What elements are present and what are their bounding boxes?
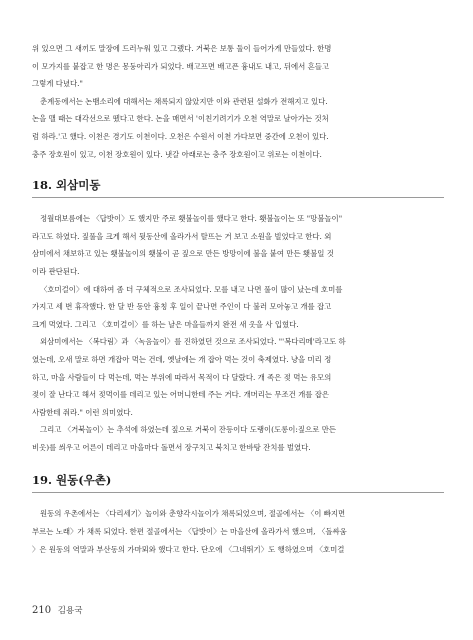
- text-line: 외삼미에서는 〈복다림〉과 〈녹음놀이〉를 진하였던 것으로 조사되었다. "'복다리메'라고도 하: [40, 337, 346, 347]
- text-line: 〈호미걸이〉에 대하여 좀 더 구체적으로 조사되었다. 모를 내고 나면 풀이 많이 났는데 호미를: [40, 284, 343, 294]
- text-line: 그리고 〈거북놀이〉는 추석에 하였는데 짚으로 거북이 잔등이다 도랭이(도롱이:짚으로 만든: [40, 425, 336, 435]
- author-name: 김용국: [57, 606, 83, 616]
- text-line: 위 있으면 그 새끼도 말장에 드러누워 있고 그랬다. 거북은 보통 둘이 들어가게 만들었다. 한명: [32, 44, 332, 53]
- text-line: 논을 맬 때는 대각선으로 뗐다고 한다. 논을 매면서 '이친기려기가 오천 역말로 날아가는 것처: [32, 114, 329, 124]
- paragraph-torch-game: [32, 210, 444, 280]
- page-number: 210: [32, 605, 52, 616]
- text-line: 비옷)를 씌우고 어른이 데리고 마을마다 돌면서 장구치고 북치고 한바탕 잔치를 벌였다.: [32, 442, 311, 452]
- text-line: 사람한테 줘라." 이런 의미였다.: [32, 407, 133, 417]
- text-line: 정월대보름에는 〈답밧이〉도 했지만 주로 횃불놀이를 했다고 한다. 횃불놀이는 또 "망불놀이": [40, 214, 343, 224]
- paragraph-wondong: [32, 505, 444, 558]
- section-divider: [32, 492, 444, 493]
- paragraph-turtle-game: [32, 421, 444, 456]
- section-title-19: 19. 원동(우촌): [32, 473, 112, 488]
- section-title-18: 18. 외삼미동: [32, 178, 101, 193]
- section-divider: [32, 197, 444, 198]
- text-line: 〉은 원동의 역말과 부산동의 가마뫼와 했다고 한다. 단오에 〈그네뛰기〉도 행하였으며 〈호미걸: [32, 544, 345, 554]
- text-line: 삼미에서 채보하고 있는 횃불놀이의 횃불이 곧 짚으로 만든 방망이에 불을 붙여 만든 횃불일 것: [32, 249, 334, 259]
- text-line: 이라 판단된다.: [32, 266, 80, 276]
- text-line: 부르는 노래〉가 채록 되었다. 한편 절골에서는 〈답밧이〉는 마을산에 올라가서 했으며, 〈돌싸움: [32, 527, 347, 537]
- paragraph-homigeori: [32, 281, 444, 334]
- text-line: 춘계동에서는 논뱀소리에 대해서는 채록되지 않았지만 이와 관련된 설화가 전해지고 있다.: [40, 96, 328, 106]
- text-line: 럼 하라.'고 했다. 이천은 경기도 이천이다. 오천은 수원서 이천 가다보면 중간에 오천이 있다.: [32, 131, 329, 141]
- paragraph-chungye: [32, 93, 444, 163]
- page-footer: [32, 604, 82, 616]
- text-line: 그렇게 다녔다.": [32, 79, 83, 89]
- paragraph-bokdarim: [32, 333, 444, 421]
- text-line: 였는데, 오새 말로 하면 개잡아 먹는 건데, 옛날에는 개 잡아 먹는 것이 축제였다. 냥을 미리 정: [32, 354, 332, 364]
- text-line: 원동의 우촌에서는 〈다리세기〉놀이와 춘향각시놀이가 채록되었으며, 절골에서는 〈이 빠지면: [40, 509, 346, 519]
- text-line: 크게 먹였다. 그리고 〈호미걸이〉를 하는 날은 마을들까지 완전 새 옷을 사 입혔다.: [32, 319, 299, 329]
- paragraph-intro-quote: [32, 40, 444, 93]
- text-line: 이 모가지를 붙잡고 한 명은 몽둥아리가 되었다. 배고프면 배고픈 흉내도 내고, 뒤에서 흔들고: [32, 61, 330, 71]
- text-line: 젖이 잘 난다고 해서 젖먹이를 데리고 있는 어머니한테 주는 거다. 개머리는 무조건 개를 잡은: [32, 390, 330, 400]
- text-line: 하고, 마을 사람들이 다 먹는데, 먹는 부위에 따라서 목적이 다 달랐다. 개 족은 젖 먹는 유모의: [32, 372, 332, 382]
- page-body: [32, 40, 444, 558]
- text-line: 충주 장호원이 있고, 이천 장호원이 있다. 냇갈 아래로는 충주 장호원이고 위로는 이천이다.: [32, 149, 322, 159]
- text-line: 라고도 하였다. 짚풀을 크게 해서 뒷동산에 올라가서 탈뜨는 거 보고 소원을 빌었다고 한다. 외: [32, 231, 332, 241]
- text-line: 가지고 세 번 휴작했다. 한 달 반 동안 흉칭 후 일이 끝나면 주인이 다 불러 모아놓고 개를 잡고: [32, 302, 332, 312]
